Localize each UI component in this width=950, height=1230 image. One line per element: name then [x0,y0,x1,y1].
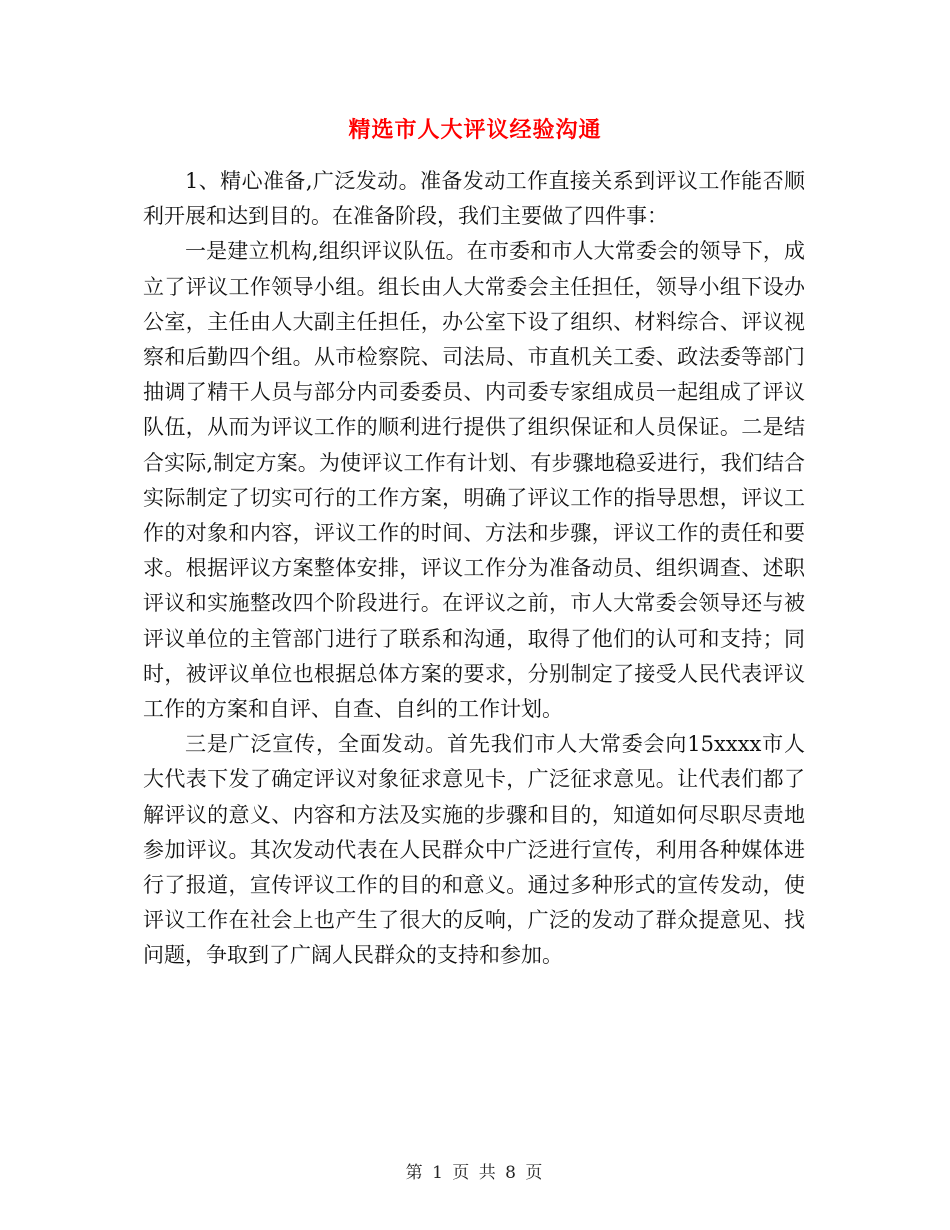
document-body [143,164,805,974]
paragraph-publicity: 三是广泛宣传，全面发动。首先我们市人大常委会向15xxxx市人大代表下发了确定评议对象征求意见卡，广泛征求意见。让代表们都了解评议的意义、内容和方法及实施的步骤和目的，知道如何尽职尽责地参加评议。其次发动代表在人民群众中广泛进行宣传，利用各种媒体进行了报道，宣传评议工作的目的和意义。通过多种形式的宣传发动，使评议工作在社会上也产生了很大的反响，广泛的发动了群众提意见、找问题，争取到了广阔人民群众的支持和参加。 [143,732,805,968]
page-number-label: 第 1 页 共 8 页 [405,1163,545,1183]
document-title: 精选市人大评议经验沟通 [348,117,602,143]
paragraph-preparation: 1、精心准备,广泛发动。准备发动工作直接关系到评议工作能否顺利开展和达到目的。在准备阶段，我们主要做了四件事： [143,169,805,229]
paragraph-organization: 一是建立机构,组织评议队伍。在市委和市人大常委会的领导下，成立了评议工作领导小组。组长由人大常委会主任担任，领导小组下设办公室，主任由人大副主任担任，办公室下设了组织、材料综合、评议视察和后勤四个组。从市检察院、司法局、市直机关工委、政法委等部门抽调了精干人员与部分内司委委员、内司委专家组成员一起组成了评议队伍，从而为评议工作的顺利进行提供了组织保证和人员保证。二是结合实际,制定方案。为使评议工作有计划、有步骤地稳妥进行，我们结合实际制定了切实可行的工作方案，明确了评议工作的指导思想，评议工作的对象和内容，评议工作的时间、方法和步骤，评议工作的责任和要求。根据评议方案整体安排，评议工作分为准备动员、组织调查、述职评议和实施整改四个阶段进行。在评议之前，市人大常委会领导还与被评议单位的主管部门进行了联系和沟通，取得了他们的认可和支持；同时，被评议单位也根据总体方案的要求，分别制定了接受人民代表评议工作的方案和自评、自查、自纠的工作计划。 [143,239,805,722]
page-footer [0,1158,950,1183]
